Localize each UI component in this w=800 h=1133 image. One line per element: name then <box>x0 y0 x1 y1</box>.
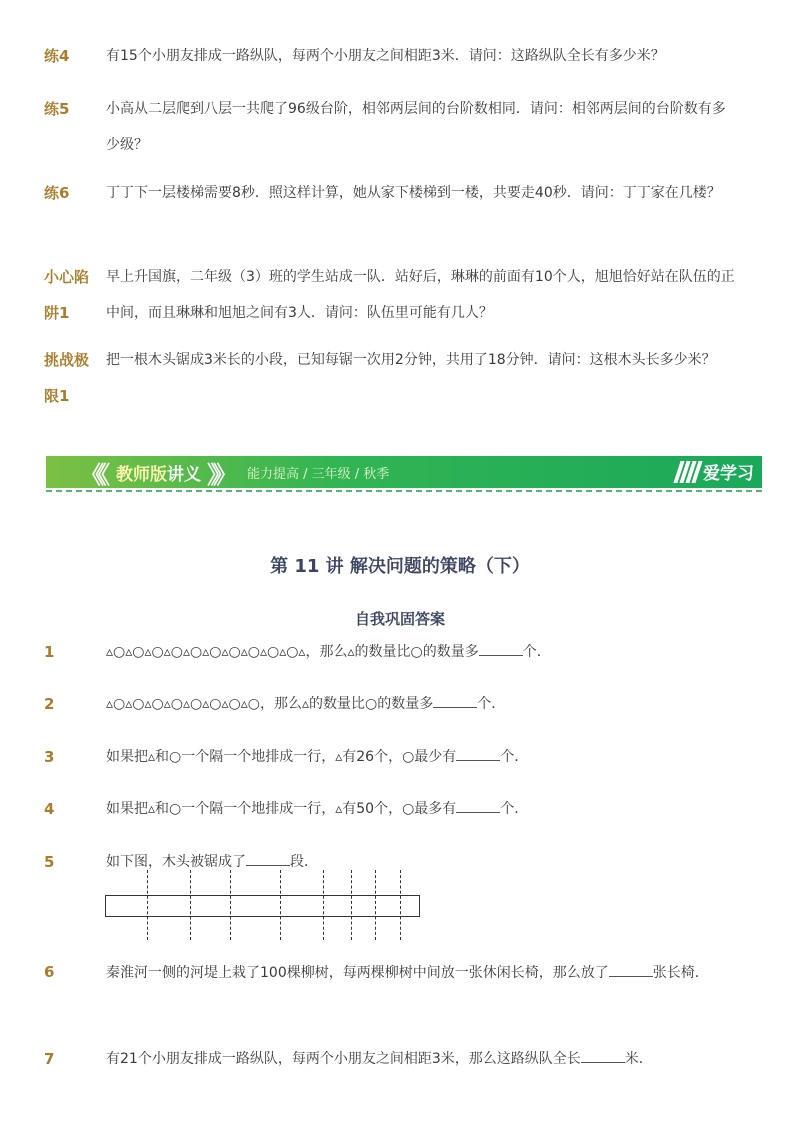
log-bar <box>105 895 420 917</box>
cut-line <box>147 870 148 940</box>
practice-text: 有15个小朋友排成一路纵队，每两个小朋友之间相距3米．请问：这路纵队全长有多少米？ <box>106 48 665 64</box>
practice-label: 挑战极限1 <box>44 351 90 405</box>
banner-divider <box>46 490 762 492</box>
question-text-b: 个． <box>500 749 529 765</box>
log-diagram <box>105 870 425 940</box>
practice-label: 练5 <box>44 100 70 118</box>
banner-title-a: 教师版 <box>116 464 167 485</box>
question-text-a: 如果把▵和○一个隔一个地排成一行，▵有26个，○最少有 <box>106 749 457 765</box>
question-text-a: 秦淮河一侧的河堤上栽了100棵柳树，每两棵柳树中间放一张休闲长椅，那么放了 <box>106 965 609 981</box>
question-text-b: 个． <box>477 696 506 712</box>
banner-subtitle: 能力提高 / 三年级 / 秋季 <box>247 466 390 482</box>
question-number: 3 <box>44 748 55 766</box>
lecture-title: 第 11 讲 解决问题的策略（下） <box>270 556 530 577</box>
question-text <box>106 743 736 771</box>
brand-name: 爱学习 <box>703 464 754 484</box>
question-number: 7 <box>44 1050 55 1068</box>
question-text <box>106 638 736 666</box>
question-text-b: 个． <box>500 801 529 817</box>
answer-blank <box>609 960 653 977</box>
question-number: 4 <box>44 800 55 818</box>
practice-text: 把一根木头锯成3米长的小段，已知每锯一次用2分钟，共用了18分钟．请问：这根木头长多少米？ <box>106 352 716 368</box>
practice-label: 小心陷阱1 <box>44 268 90 322</box>
cut-line <box>190 870 191 940</box>
question-text <box>106 958 736 988</box>
brand-logo <box>677 459 754 484</box>
question-text-a: 如下图，木头被锯成了 <box>106 854 246 870</box>
section-title: 自我巩固答案 <box>354 610 445 628</box>
cut-line <box>230 870 231 940</box>
question-text-a: 有21个小朋友排成一路纵队，每两个小朋友之间相距3米，那么这路纵队全长 <box>106 1051 581 1067</box>
practice-label: 练4 <box>44 47 70 65</box>
question-number: 1 <box>44 643 55 661</box>
question-text-b: 个． <box>522 644 551 660</box>
question-number: 6 <box>44 963 55 981</box>
question-text <box>106 1045 736 1073</box>
answer-blank <box>581 1046 625 1063</box>
question-text-b: 张长椅． <box>652 965 709 981</box>
question-text-b: 米． <box>624 1051 653 1067</box>
chevron-left-icon: 《《 <box>80 460 104 489</box>
brand-mark-icon <box>677 461 699 483</box>
answer-blank <box>246 849 290 866</box>
answer-blank <box>433 691 477 708</box>
cut-line <box>351 870 352 940</box>
cut-line <box>280 870 281 940</box>
question-number: 5 <box>44 853 55 871</box>
answer-blank <box>456 796 500 813</box>
practice-text: 小高从二层爬到八层一共爬了96级台阶，相邻两层间的台阶数相同．请问：相邻两层间的台阶数有多少级？ <box>106 101 726 153</box>
chevron-right-icon: 》》 <box>207 460 231 489</box>
question-text-b: 段． <box>290 854 318 870</box>
question-number: 2 <box>44 695 55 713</box>
answer-blank <box>479 639 523 656</box>
practice-label: 练6 <box>44 184 70 202</box>
answer-blank <box>456 744 500 761</box>
lecture-banner <box>46 456 762 488</box>
question-text-a: 如果把▵和○一个隔一个地排成一行，▵有50个，○最多有 <box>106 801 457 817</box>
banner-title-b: 讲义 <box>167 464 201 485</box>
cut-line <box>323 870 324 940</box>
practice-text: 丁丁下一层楼梯需要8秒．照这样计算，她从家下楼梯到一楼，共要走40秒．请问：丁丁家在几楼？ <box>106 185 721 201</box>
cut-line <box>375 870 376 940</box>
question-text <box>106 795 736 823</box>
practice-text: 早上升国旗，二年级（3）班的学生站成一队．站好后，琳琳的前面有10个人，旭旭恰好站在队伍的正中间，而且琳琳和旭旭之间有3人．请问：队伍里可能有几人？ <box>106 269 735 321</box>
cut-line <box>400 870 401 940</box>
question-text-a: ▵○▵○▵○▵○▵○▵○▵○▵○，那么▵的数量比○的数量多 <box>106 696 434 712</box>
question-text <box>106 690 736 718</box>
question-text-a: ▵○▵○▵○▵○▵○▵○▵○▵○▵○▵○▵，那么▵的数量比○的数量多 <box>106 644 479 660</box>
